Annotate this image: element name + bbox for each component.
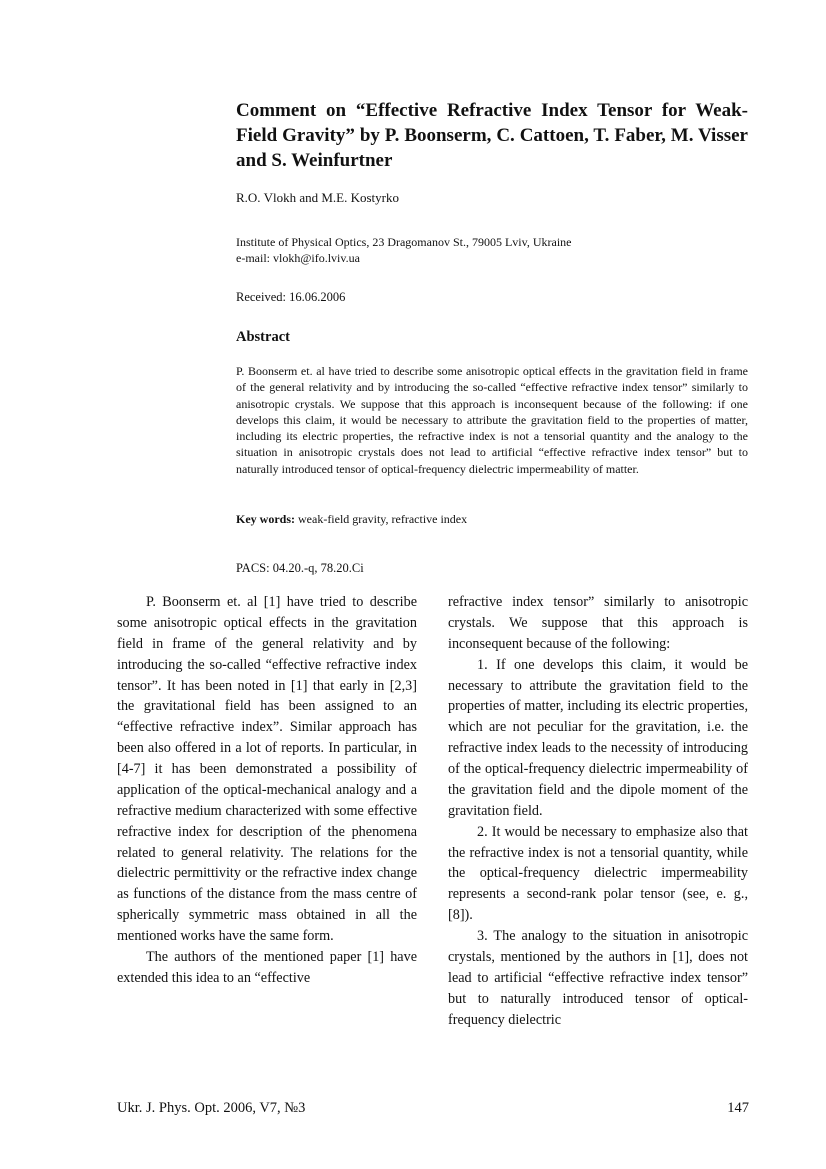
email: e-mail: vlokh@ifo.lviv.ua bbox=[236, 251, 360, 265]
keywords-text: weak-field gravity, refractive index bbox=[295, 512, 468, 526]
received-date: Received: 16.06.2006 bbox=[236, 290, 346, 304]
body-paragraph: 1. If one develops this claim, it would be necessary to attribute the gravitation field to the properties of matter, including its electric properties, which are not peculiar for the gravitation, i.e. the refractive index leads to the necessity of introducing of the optical-frequency dielectric impermeability of the gravitation field and the dipole moment of the gravitation field. bbox=[448, 656, 748, 819]
journal-reference: Ukr. J. Phys. Opt. 2006, V7, №3 bbox=[117, 1100, 306, 1116]
abstract-heading: Abstract bbox=[236, 329, 290, 345]
keywords bbox=[236, 512, 467, 527]
body-paragraph: P. Boonserm et. al [1] have tried to describe some anisotropic optical effects in the gravitation field in frame of the general relativity and by introducing the so-called “effective refractive index tensor”. It has been noted in [1] that early in [2,3] the gravitational field has been assigned to an “effective refractive index”. Similar approach has been also offered in a lot of reports. In particular, in [4-7] it has been demonstrated a possibility of application of the optical-mechanical analogy and a refractive medium characterized with some effective refractive index for description of the phenomena related to general relativity. The relations for the dielectric permittivity or the refractive index change as functions of the distance from the mass centre of spherically symmetric mass obtained in all the mentioned works have the same form. bbox=[117, 594, 417, 944]
body-paragraph: The authors of the mentioned paper [1] have extended this idea to an “effective bbox=[117, 948, 417, 986]
page-number: 147 bbox=[727, 1100, 749, 1116]
body-column-left bbox=[117, 592, 417, 989]
body-paragraph: refractive index tensor” similarly to anisotropic crystals. We suppose that this approach is inconsequent because of the following: bbox=[448, 594, 748, 652]
keywords-label: Key words: bbox=[236, 512, 295, 526]
body-paragraph: 3. The analogy to the situation in anisotropic crystals, mentioned by the authors in [1], does not lead to artificial “effective refractive index tensor” but to naturally introduced tensor of optical-frequency dielectric bbox=[448, 928, 748, 1028]
body-column-right bbox=[448, 592, 748, 1030]
paper-title: Comment on “Effective Refractive Index Tensor for Weak-Field Gravity” by P. Boonserm, C. Cattoen, T. Faber, M. Visser and S. Weinfurtner bbox=[236, 100, 748, 171]
abstract-text: P. Boonserm et. al have tried to describe some anisotropic optical effects in the gravitation field in frame of the general relativity and by introducing the so-called “effective refractive index tensor” similarly to anisotropic crystals. We suppose that this approach is inconsequent because of the following: if one develops this claim, it would be necessary to attribute the gravitation field to the properties of matter, including its electric properties, the refractive index is not a tensorial quantity and the analogy to the situation in anisotropic crystals does not lead to artificial “effective refractive index tensor” but to naturally introduced tensor of optical-frequency dielectric impermeability of matter. bbox=[236, 364, 748, 476]
authors: R.O. Vlokh and M.E. Kostyrko bbox=[236, 190, 399, 205]
affiliation: Institute of Physical Optics, 23 Dragomanov St., 79005 Lviv, Ukraine bbox=[236, 235, 572, 249]
pacs: PACS: 04.20.-q, 78.20.Ci bbox=[236, 561, 364, 575]
body-paragraph: 2. It would be necessary to emphasize also that the refractive index is not a tensorial quantity, while the optical-frequency dielectric impermeability represents a second-rank polar tensor (see, e. g., [8]). bbox=[448, 823, 748, 924]
affiliation-block bbox=[236, 234, 572, 266]
